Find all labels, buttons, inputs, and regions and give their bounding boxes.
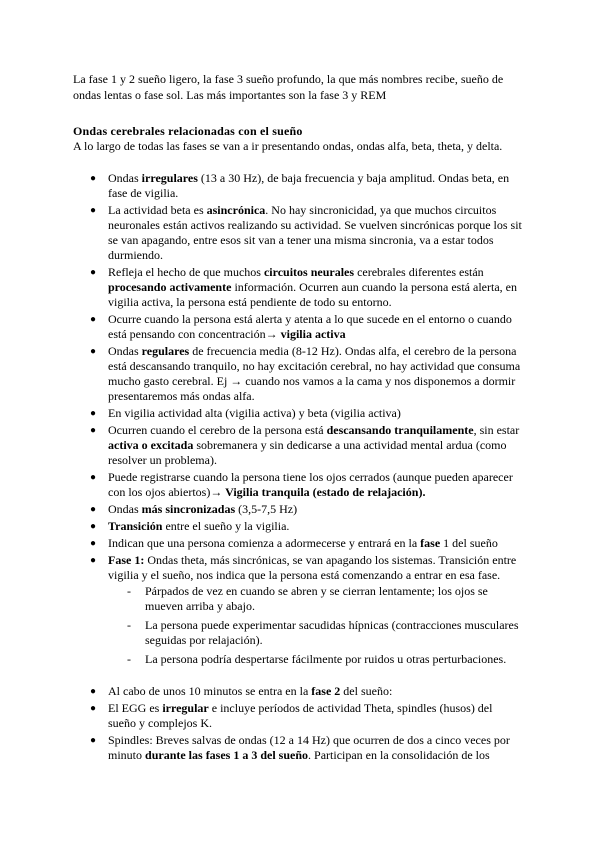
list-item-line: [108, 748, 490, 763]
bold-text: procesando activamente: [108, 280, 232, 294]
text-run: Ondas theta, más sincrónicas, se van apagando los sistemas. Transición entre: [144, 553, 517, 567]
bullet-icon: ●: [90, 408, 97, 419]
list-item-line: [108, 327, 346, 342]
list-item-line: [108, 295, 392, 310]
bold-text: fase 2: [311, 684, 341, 698]
text-run: Refleja el hecho de que muchos: [108, 265, 264, 279]
bullet-icon: ●: [90, 521, 97, 532]
text-run: La persona podría despertarse fácilmente por ruidos u otras perturbaciones.: [145, 652, 507, 666]
list-item-line: [108, 280, 517, 295]
list-item-line: [108, 716, 212, 731]
text-run: resolver un problema).: [108, 453, 217, 467]
text-run: Ocurren cuando el cerebro de la persona está: [108, 423, 327, 437]
text-run: mueven arriba y abajo.: [145, 599, 255, 613]
text-run: minuto: [108, 748, 146, 762]
text-run: Indican que una persona comienza a adormecerse y entrará en la: [108, 536, 421, 550]
list-item-line: [108, 423, 519, 438]
list-item-line: [108, 312, 512, 327]
bold-text: descansando tranquilamente: [326, 423, 474, 437]
text-run: cerebrales diferentes están: [354, 265, 484, 279]
text-run: sueño y complejos K.: [108, 716, 212, 730]
list-item-line: [108, 265, 484, 280]
list-item-line: [145, 618, 519, 633]
bold-text: Transición: [108, 519, 163, 533]
text-run: e incluye períodos de actividad Theta, spindles (husos) del: [208, 701, 493, 715]
bullet-icon: ●: [90, 173, 97, 184]
bold-text: durante las fases 1 a 3 del sueño: [145, 748, 309, 762]
bullet-icon: ●: [90, 205, 97, 216]
list-item-line: [145, 652, 506, 667]
list-item-line: [108, 389, 255, 404]
text-run: vigilia activa, la persona está pendiente de todo su entorno.: [108, 295, 392, 309]
intro-line-1: La fase 1 y 2 sueño ligero, la fase 3 sueño profundo, la que más nombres recibe, sueño de: [73, 72, 504, 86]
bullet-icon: ●: [90, 346, 97, 357]
bold-text: → Vigilia tranquila (estado de relajación).: [210, 485, 426, 499]
text-run: Párpados de vez en cuando se abren y se cierran lentamente; los ojos se: [145, 584, 488, 598]
bullet-icon: ●: [90, 425, 97, 436]
bold-text: fase: [420, 536, 441, 550]
text-run: está descansando tranquilo, no hay excitación cerebral, no hay actividad que consuma: [108, 359, 521, 373]
list-item-line: [145, 633, 263, 648]
list-item-line: [108, 374, 515, 389]
text-run: durmiendo.: [108, 248, 163, 262]
list-item-line: [108, 453, 217, 468]
text-run: Al cabo de unos 10 minutos se entra en la: [108, 684, 312, 698]
list-item-line: [145, 584, 488, 599]
bullet-icon: ●: [90, 735, 97, 746]
bold-text: → vigilia activa: [265, 327, 346, 341]
text-run: neuronales están activos realizando su actividad. Se vuelven sincrónicas porque los sit: [108, 218, 522, 232]
text-run: Spindles: Breves salvas de ondas (12 a 14 Hz) que ocurren de dos a cinco veces por: [108, 733, 510, 747]
text-run: presentaremos más ondas alfa.: [108, 389, 255, 403]
bold-text: activa o excitada: [108, 438, 194, 452]
text-run: Ocurre cuando la persona está alerta y atenta a lo que sucede en el entorno o cuando: [108, 312, 512, 326]
text-run: El EGG es: [108, 701, 163, 715]
list-item-line: [108, 171, 509, 186]
list-item-line: [108, 186, 178, 201]
list-item-line: [108, 485, 425, 500]
dash-marker: -: [127, 584, 131, 598]
text-run: del sueño:: [340, 684, 393, 698]
text-run: La persona puede experimentar sacudidas hípnicas (contracciones musculares: [145, 618, 519, 632]
text-run: Ondas: [108, 502, 142, 516]
intro-line-2: ondas lentas o fase sol. Las más importantes son la fase 3 y REM: [73, 88, 387, 102]
list-item-line: [108, 568, 500, 583]
bullet-icon: ●: [90, 703, 97, 714]
list-item-line: [108, 203, 496, 218]
text-run: información. Ocurren aun cuando la persona está alerta, en: [231, 280, 517, 294]
text-run: (13 a 30 Hz), de baja frecuencia y baja amplitud. Ondas beta, en: [197, 171, 510, 185]
text-run: seguidas por relajación).: [145, 633, 263, 647]
list-item-line: [108, 218, 522, 233]
bold-text: irregular: [162, 701, 209, 715]
text-run: de frecuencia media (8-12 Hz). Ondas alfa, el cerebro de la persona: [189, 344, 517, 358]
bold-text: circuitos neurales: [263, 265, 355, 279]
list-item-line: [108, 359, 520, 374]
bold-text: regulares: [141, 344, 190, 358]
text-run: entre el sueño y la vigilia.: [162, 519, 290, 533]
bullet-icon: ●: [90, 686, 97, 697]
text-run: La actividad beta es: [108, 203, 207, 217]
bold-text: más sincronizadas: [141, 502, 236, 516]
list-item-line: [108, 470, 513, 485]
text-run: , sin estar: [473, 423, 520, 437]
text-run: . No hay sincronicidad, ya que muchos circuitos: [265, 203, 497, 217]
text-run: vigilia y el sueño, nos indica que la persona está comenzando a entrar en esa fase.: [108, 568, 501, 582]
list-item-line: [108, 233, 494, 248]
text-run: fase de vigilia.: [108, 186, 179, 200]
bullet-icon: ●: [90, 555, 97, 566]
bullet-icon: ●: [90, 538, 97, 549]
list-item-line: [108, 438, 507, 453]
dash-marker: -: [127, 618, 131, 632]
list-item-line: [108, 344, 516, 359]
text-run: sobremanera y sin dedicarse a una actividad mental ardua (como: [193, 438, 507, 452]
list-item-line: [108, 684, 392, 699]
list-item-line: [108, 733, 510, 748]
bold-text: irregulares: [141, 171, 198, 185]
bold-text: Fase 1:: [108, 553, 145, 567]
bullet-icon: ●: [90, 314, 97, 325]
list-item-line: [108, 536, 498, 551]
text-run: . Participan en la consolidación de los: [308, 748, 490, 762]
bullet-icon: ●: [90, 472, 97, 483]
list-item-line: [108, 406, 401, 421]
section-subtitle: A lo largo de todas las fases se van a ir presentando ondas, ondas alfa, beta, theta, y delta.: [73, 139, 503, 153]
text-run: se van apagando, entre esos sit van a tener una misma sincronia, va a estar todos: [108, 233, 494, 247]
dash-marker: -: [127, 652, 131, 666]
text-run: Puede registrarse cuando la persona tiene los ojos cerrados (aunque pueden aparecer: [108, 470, 513, 484]
list-item-line: [108, 553, 516, 568]
bullet-icon: ●: [90, 504, 97, 515]
list-item-line: [108, 519, 289, 534]
text-run: está pensando con concentración: [108, 327, 266, 341]
list-item-line: [108, 248, 163, 263]
text-run: mucho gasto cerebral. Ej → cuando nos vamos a la cama y nos disponemos a dormir: [108, 374, 516, 388]
text-run: En vigilia actividad alta (vigilia activa) y beta (vigilia activa): [108, 406, 401, 420]
list-item-line: [145, 599, 255, 614]
text-run: Ondas: [108, 344, 142, 358]
list-item-line: [108, 502, 297, 517]
text-run: Ondas: [108, 171, 142, 185]
section-heading: Ondas cerebrales relacionadas con el sueño: [73, 124, 303, 138]
list-item-line: [108, 701, 492, 716]
text-run: (3,5-7,5 Hz): [235, 502, 298, 516]
text-run: con los ojos abiertos): [108, 485, 211, 499]
text-run: 1 del sueño: [440, 536, 498, 550]
bold-text: asincrónica: [206, 203, 266, 217]
bullet-icon: ●: [90, 267, 97, 278]
